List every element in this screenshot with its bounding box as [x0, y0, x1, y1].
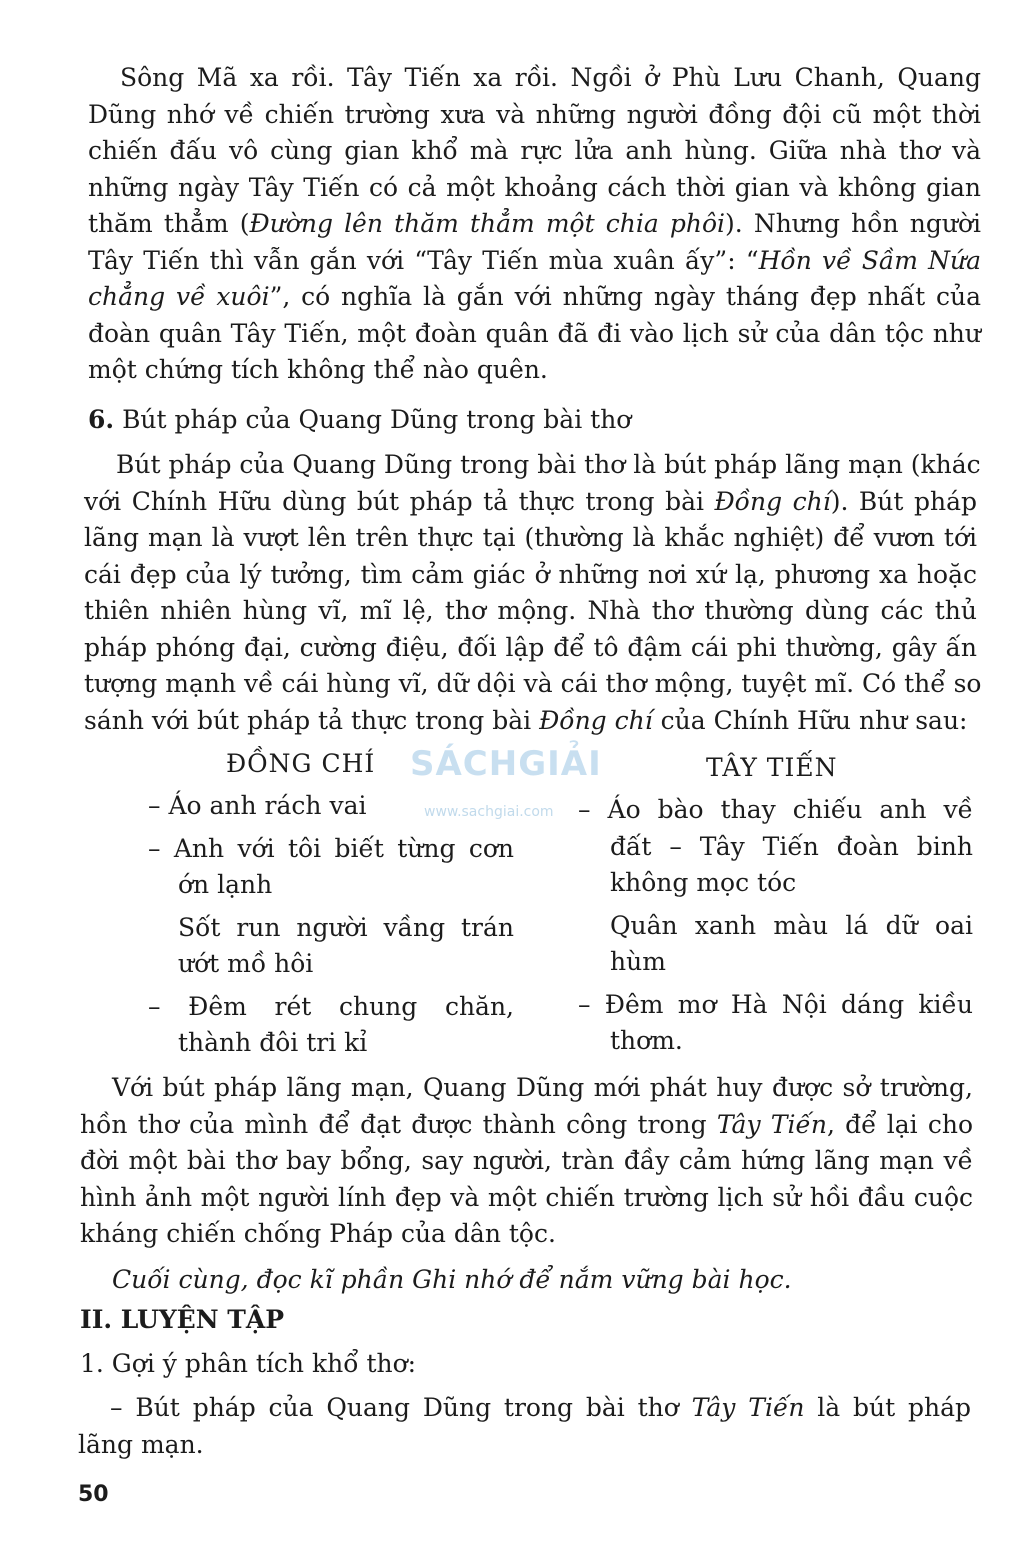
list-item-continued: Sốt run người vầng trán — [178, 912, 514, 942]
watermark-brand: SÁCHGIẢI — [410, 744, 602, 784]
text-line: đoàn quân Tây Tiến, một đoàn quân đã đi vào lịch sử của dân tộc như — [88, 318, 981, 348]
text-line: Tây Tiến thì vẫn gắn với “Tây Tiến mùa xuân ấy”: “Hồn về Sầm Nứa — [88, 245, 982, 275]
text-line: đời một bài thơ bay bổng, say người, tràn đầy cảm hứng lãng mạn về — [80, 1146, 973, 1175]
text-line: lãng mạn. — [78, 1429, 204, 1459]
text-line: chiến đấu vô cùng gian khổ mà rực lửa anh hùng. Giữa nhà thơ và — [88, 136, 981, 165]
text-line: hình ảnh một người lính đẹp và một chiến trường lịch sử hồi đầu cuộc — [80, 1182, 973, 1212]
section-heading-luyen-tap: II. LUYỆN TẬP — [80, 1305, 285, 1334]
text-line: tượng mạnh về cái hùng vĩ, dữ dội và cái thơ mộng, tuyệt mĩ. Có thể so — [84, 669, 982, 698]
paragraph-4 — [78, 1390, 971, 1463]
text-line: Bút pháp của Quang Dũng trong bài thơ là bút pháp lãng mạn (khác — [116, 450, 981, 479]
text-line: pháp phóng đại, cường điệu, đối lập để tô đậm cái phi thường, gây ấn — [84, 632, 977, 662]
text-line: kháng chiến chống Pháp của dân tộc. — [80, 1219, 556, 1248]
text-line: cái đẹp của lý tưởng, tìm cảm giác ở những nơi xứ lạ, phương xa hoặc — [84, 559, 977, 589]
list-item-continued: ớn lạnh — [178, 870, 273, 899]
paragraph-1 — [88, 60, 981, 389]
text-line: hồn thơ của mình để đạt được thành công trong Tây Tiến, để lại cho — [80, 1109, 973, 1139]
text-line: Sông Mã xa rồi. Tây Tiến xa rồi. Ngồi ở Phù Lưu Chanh, Quang — [120, 63, 981, 92]
text-line: thiên nhiên hùng vĩ, mĩ lệ, thơ mộng. Nhà thơ thường dùng các thủ — [84, 596, 977, 625]
list-item-continued: ướt mồ hôi — [178, 949, 314, 978]
text-line: chẳng về xuôi”, có nghĩa là gắn với những ngày tháng đẹp nhất của — [88, 282, 981, 311]
text-line: một chứng tích không thể nào quên. — [88, 355, 548, 384]
list-item-continued: hùm — [610, 947, 666, 976]
text-line: sánh với bút pháp tả thực trong bài Đồng chí của Chính Hữu như sau: — [84, 705, 968, 735]
comparison-right-column — [578, 792, 973, 1060]
list-item: – Áo anh rách vai — [148, 791, 367, 820]
list-item: – Đêm rét chung chăn, — [148, 991, 514, 1021]
text-line: Với bút pháp lãng mạn, Quang Dũng mới phát huy được sở trường, — [112, 1073, 973, 1102]
list-item: – Áo bào thay chiếu anh về — [578, 795, 973, 824]
list-item-continued: thơm. — [610, 1026, 683, 1055]
list-item-continued: Quân xanh màu lá dữ oai — [610, 910, 973, 940]
list-item-continued: không mọc tóc — [610, 868, 797, 897]
watermark — [410, 732, 610, 827]
text-line: – Bút pháp của Quang Dũng trong bài thơ Tây Tiến là bút pháp — [110, 1393, 971, 1422]
text-line: thăm thẳm (Đường lên thăm thẳm một chia phôi). Nhưng hồn người — [88, 209, 981, 238]
comparison-left-column — [148, 788, 514, 1062]
watermark-url: www.sachgiai.com — [424, 804, 554, 820]
exercise-item-1: 1. Gợi ý phân tích khổ thơ: — [80, 1349, 417, 1378]
text-line: Dũng nhớ về chiến trường xưa và những người đồng đội cũ một thời — [88, 99, 981, 129]
section-heading-6: 6. Bút pháp của Quang Dũng trong bài thơ — [88, 405, 632, 434]
list-item-continued: thành đôi tri kỉ — [178, 1028, 368, 1057]
list-item: – Anh với tôi biết từng cơn — [148, 833, 514, 863]
paragraph-3 — [80, 1070, 973, 1253]
column-title-tay-tien: TÂY TIẾN — [706, 753, 838, 782]
text-line: những ngày Tây Tiến có cả một khoảng cách thời gian và không gian — [88, 172, 981, 202]
closing-note: Cuối cùng, đọc kĩ phần Ghi nhớ để nắm vững bài học. — [112, 1265, 792, 1294]
column-title-dong-chi: ĐỒNG CHÍ — [226, 749, 376, 778]
paragraph-2 — [84, 447, 982, 739]
text-line: với Chính Hữu dùng bút pháp tả thực trong bài Đồng chí). Bút pháp — [84, 486, 977, 516]
list-item: – Đêm mơ Hà Nội dáng kiều — [578, 989, 973, 1019]
page-number: 50 — [78, 1482, 109, 1507]
text-line: lãng mạn là vượt lên trên thực tại (thường là khắc nghiệt) để vươn tới — [84, 523, 977, 552]
list-item-continued: đất – Tây Tiến đoàn binh — [610, 831, 973, 861]
